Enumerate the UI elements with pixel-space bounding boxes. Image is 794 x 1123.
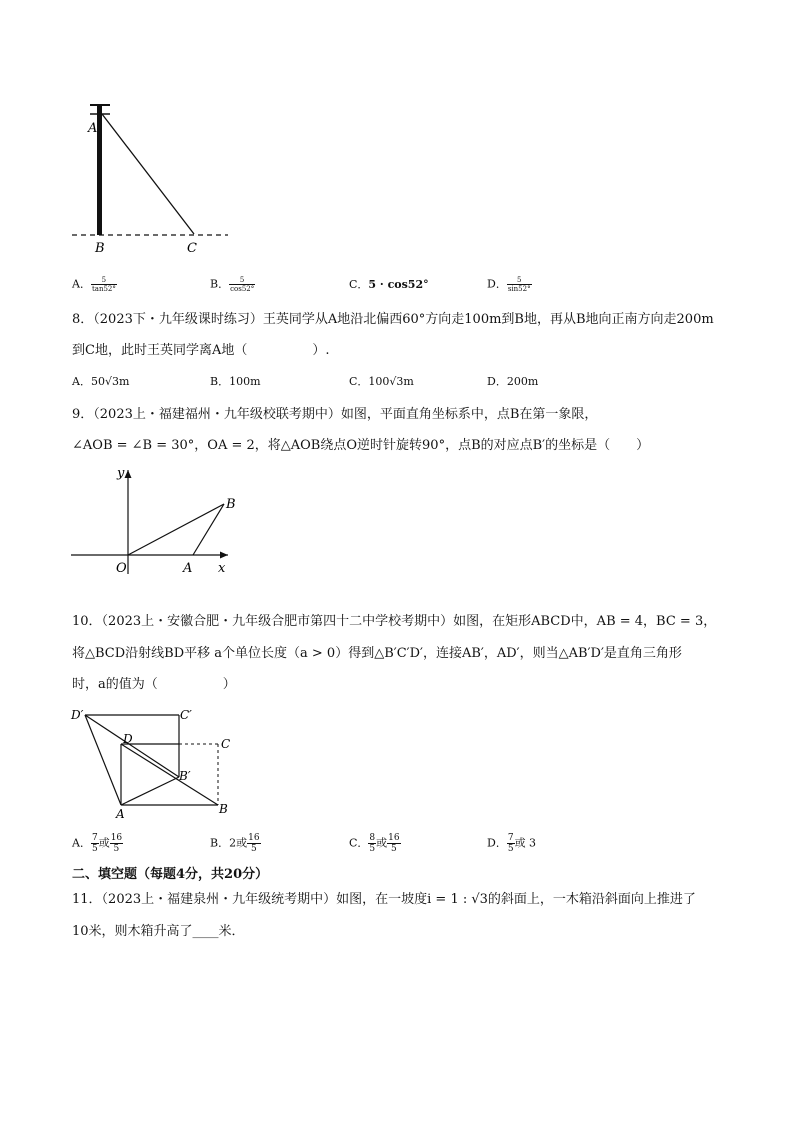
figure-rectangle-translation bbox=[68, 704, 238, 819]
q7-option-b[interactable]: B． $\frac{5}{\cos 52^\circ}$ bbox=[210, 276, 255, 293]
q11-line-1: 11．（2023上・福建泉州・九年级统考期中）如图，在一坡度i = 1 : √3的斜面上，一木箱沿斜面向上推进了 bbox=[72, 892, 696, 907]
label-O: O bbox=[116, 561, 127, 576]
q10-option-b[interactable]: B．2或 $\frac{16}{5}$ bbox=[210, 833, 260, 854]
label-D: D bbox=[123, 732, 133, 746]
q8-option-b[interactable]: B．100m bbox=[210, 375, 261, 388]
figure-coordinate-triangle bbox=[68, 462, 248, 577]
q10-option-c[interactable]: C． $\frac{8}{5}$ 或 $\frac{16}{5}$ bbox=[349, 833, 400, 854]
label-B: B bbox=[95, 241, 105, 256]
q8-option-d[interactable]: D．200m bbox=[487, 375, 539, 388]
label-A: A bbox=[88, 121, 98, 136]
q10-option-d[interactable]: D． $\frac{7}{5}$ 或 3 bbox=[487, 833, 537, 854]
label-C: C bbox=[221, 737, 231, 751]
axis-x-label: x bbox=[218, 561, 226, 576]
label-B: B bbox=[219, 802, 228, 816]
axis-y-label: y bbox=[117, 466, 125, 481]
label-A: A bbox=[183, 561, 193, 576]
label-C-prime: C′ bbox=[180, 708, 192, 722]
q10-line-1: 10．（2023上・安徽合肥・九年级合肥市第四十二中学校考期中）如图，在矩形ABCD中，AB = 4，BC = 3， bbox=[72, 614, 717, 629]
q8-option-c[interactable]: C．100√3m bbox=[349, 375, 414, 388]
q10-line-2: 将△BCD沿射线BD平移 a个单位长度（a > 0）得到△B′C′D′，连接AB′，AD′，则当△AB′D′是直角三角形 bbox=[72, 646, 682, 661]
label-B-prime: B′ bbox=[179, 769, 191, 783]
q9-line-2: ∠AOB = ∠B = 30°，OA = 2，将△AOB绕点O逆时针旋转90°，点B的对应点B′的坐标是（ ） bbox=[72, 438, 650, 453]
q7-option-a[interactable]: A． $\frac{5}{\tan 52^\circ}$ bbox=[72, 276, 116, 293]
q10-option-a[interactable]: A． $\frac{7}{5}$ 或 $\frac{16}{5}$ bbox=[72, 833, 123, 854]
q8-option-a[interactable]: A．50√3m bbox=[72, 375, 130, 388]
section-heading-fill-in: 二、填空题（每题4分，共20分） bbox=[72, 867, 269, 882]
q7-option-d[interactable]: D． $\frac{5}{\sin 52^\circ}$ bbox=[487, 276, 531, 293]
q8-line-2: 到C地，此时王英同学离A地（ ）. bbox=[72, 343, 330, 358]
q11-line-2: 10米，则木箱升高了____米． bbox=[72, 924, 245, 939]
q8-line-1: 8．（2023下・九年级课时练习）王英同学从A地沿北偏西60°方向走100m到B地，再从B地向正南方向走200m bbox=[72, 312, 714, 327]
label-D-prime: D′ bbox=[71, 708, 84, 722]
q7-option-c[interactable]: C．5 · cos52° bbox=[349, 278, 429, 291]
figure-pole-triangle bbox=[70, 100, 240, 260]
label-A: A bbox=[116, 807, 125, 819]
label-C: C bbox=[187, 241, 197, 256]
q9-line-1: 9．（2023上・福建福州・九年级校联考期中）如图，平面直角坐标系中，点B在第一象限， bbox=[72, 407, 598, 422]
label-B: B bbox=[226, 497, 236, 512]
q10-line-3: 时，a的值为（ ） bbox=[72, 677, 236, 692]
